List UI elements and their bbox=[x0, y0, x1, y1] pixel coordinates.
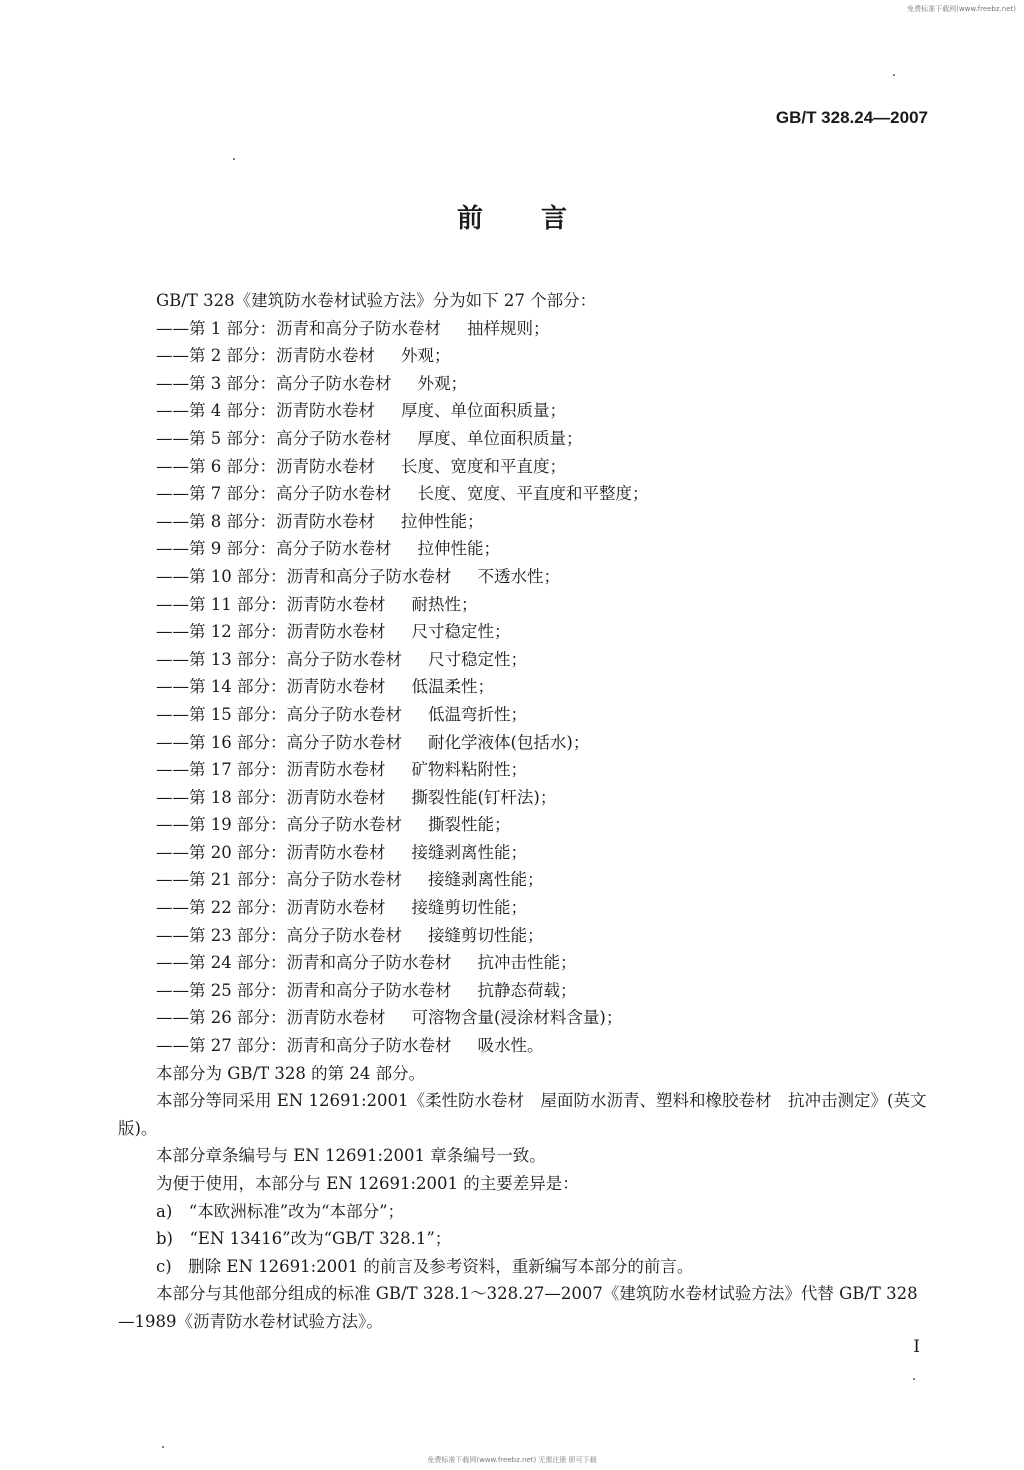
part-list-item bbox=[118, 453, 930, 481]
part-topic: 矿物料粘附性； bbox=[411, 760, 527, 780]
part-topic: 抗静态荷载； bbox=[477, 980, 577, 1000]
part-list-item bbox=[118, 673, 930, 701]
part-name: ——第 16 部分：高分子防水卷材 bbox=[156, 732, 402, 752]
part-name: ——第 3 部分：高分子防水卷材 bbox=[156, 373, 392, 393]
bottom-watermark: 免费标准下载网(www.freebz.net) 无需注册 即可下载 bbox=[427, 1456, 597, 1464]
part-name: ——第 21 部分：高分子防水卷材 bbox=[156, 870, 402, 890]
part-name: ——第 22 部分：沥青防水卷材 bbox=[156, 898, 386, 918]
part-topic: 拉伸性能； bbox=[401, 511, 484, 531]
scan-speck bbox=[913, 1378, 915, 1380]
part-list-item bbox=[118, 370, 930, 398]
part-name: ——第 1 部分：沥青和高分子防水卷材 bbox=[156, 318, 441, 338]
part-name: ——第 13 部分：高分子防水卷材 bbox=[156, 649, 402, 669]
paragraph-replacement: 本部分与其他部分组成的标准 GB/T 328.1～328.27—2007《建筑防水卷材试验方法》代替 GB/T 328—1989《沥青防水卷材试验方法》。 bbox=[118, 1284, 918, 1331]
part-list-item bbox=[118, 618, 930, 646]
difference-item-b: b) “EN 13416”改为“GB/T 328.1”； bbox=[156, 1229, 452, 1249]
part-topic: 接缝剪切性能； bbox=[411, 898, 527, 918]
part-list-item bbox=[118, 646, 930, 674]
part-list-item bbox=[118, 701, 930, 729]
part-name: ——第 27 部分：沥青和高分子防水卷材 bbox=[156, 1036, 452, 1056]
part-name: ——第 11 部分：沥青防水卷材 bbox=[156, 594, 386, 614]
part-list-item bbox=[118, 977, 930, 1005]
part-name: ——第 12 部分：沥青防水卷材 bbox=[156, 622, 386, 642]
part-name: ——第 25 部分：沥青和高分子防水卷材 bbox=[156, 980, 452, 1000]
part-topic: 接缝剥离性能； bbox=[411, 842, 527, 862]
part-list-item bbox=[118, 342, 930, 370]
part-topic: 接缝剥离性能； bbox=[428, 870, 544, 890]
part-list-item bbox=[118, 756, 930, 784]
parts-list bbox=[118, 315, 930, 1060]
part-topic: 撕裂性能； bbox=[428, 815, 511, 835]
part-list-item bbox=[118, 480, 930, 508]
part-name: ——第 19 部分：高分子防水卷材 bbox=[156, 815, 402, 835]
part-list-item bbox=[118, 315, 930, 343]
part-topic: 耐热性； bbox=[411, 594, 478, 614]
part-list-item bbox=[118, 508, 930, 536]
part-name: ——第 15 部分：高分子防水卷材 bbox=[156, 704, 402, 724]
part-list-item bbox=[118, 894, 930, 922]
paragraph-part-number: 本部分为 GB/T 328 的第 24 部分。 bbox=[156, 1063, 426, 1083]
intro-paragraph: GB/T 328《建筑防水卷材试验方法》分为如下 27 个部分： bbox=[156, 291, 597, 310]
part-list-item bbox=[118, 1032, 930, 1060]
paragraph-numbering: 本部分章条编号与 EN 12691:2001 章条编号一致。 bbox=[156, 1146, 546, 1166]
part-topic: 可溶物含量(浸涂材料含量)； bbox=[411, 1008, 623, 1028]
part-list-item bbox=[118, 591, 930, 619]
part-topic: 尺寸稳定性； bbox=[411, 622, 511, 642]
part-topic: 拉伸性能； bbox=[417, 539, 500, 559]
part-name: ——第 26 部分：沥青防水卷材 bbox=[156, 1008, 386, 1028]
scan-speck bbox=[233, 158, 235, 160]
page-number: I bbox=[913, 1337, 920, 1357]
part-list-item bbox=[118, 811, 930, 839]
part-name: ——第 5 部分：高分子防水卷材 bbox=[156, 428, 392, 448]
part-name: ——第 14 部分：沥青防水卷材 bbox=[156, 677, 386, 697]
part-topic: 长度、宽度、平直度和平整度； bbox=[417, 484, 649, 504]
difference-item-c: c) 删除 EN 12691:2001 的前言及参考资料，重新编写本部分的前言。 bbox=[156, 1256, 694, 1276]
paragraph-differences: 为便于使用，本部分与 EN 12691:2001 的主要差异是： bbox=[156, 1174, 579, 1193]
part-list-item bbox=[118, 425, 930, 453]
part-name: ——第 4 部分：沥青防水卷材 bbox=[156, 401, 375, 421]
part-name: ——第 6 部分：沥青防水卷材 bbox=[156, 456, 375, 476]
part-list-item bbox=[118, 866, 930, 894]
part-topic: 低温弯折性； bbox=[428, 704, 527, 724]
part-list-item bbox=[118, 1004, 930, 1032]
part-list-item bbox=[118, 784, 930, 812]
part-topic: 厚度、单位面积质量； bbox=[401, 401, 566, 421]
part-list-item bbox=[118, 922, 930, 950]
part-topic: 厚度、单位面积质量； bbox=[417, 428, 583, 448]
part-list-item bbox=[118, 397, 930, 425]
part-list-item bbox=[118, 949, 930, 977]
part-topic: 耐化学液体(包括水)； bbox=[428, 732, 590, 752]
part-name: ——第 18 部分：沥青防水卷材 bbox=[156, 787, 386, 807]
part-topic: 低温柔性； bbox=[411, 677, 494, 697]
part-list-item bbox=[118, 535, 930, 563]
part-name: ——第 17 部分：沥青防水卷材 bbox=[156, 760, 386, 780]
part-topic: 尺寸稳定性； bbox=[428, 649, 527, 669]
part-name: ——第 9 部分：高分子防水卷材 bbox=[156, 539, 392, 559]
top-watermark: 免费标准下载网(www.freebz.net) bbox=[907, 5, 1016, 13]
difference-item-a: a) “本欧洲标准”改为“本部分”； bbox=[156, 1201, 405, 1221]
part-topic: 不透水性； bbox=[477, 566, 560, 586]
scan-speck bbox=[893, 74, 895, 76]
part-topic: 外观； bbox=[401, 346, 451, 366]
part-name: ——第 7 部分：高分子防水卷材 bbox=[156, 484, 392, 504]
document-body bbox=[118, 287, 930, 1336]
part-name: ——第 20 部分：沥青防水卷材 bbox=[156, 842, 386, 862]
scan-speck bbox=[162, 1446, 164, 1448]
part-topic: 吸水性。 bbox=[477, 1036, 544, 1056]
part-topic: 接缝剪切性能； bbox=[428, 925, 544, 945]
standard-number: GB/T 328.24—2007 bbox=[775, 108, 928, 127]
part-name: ——第 24 部分：沥青和高分子防水卷材 bbox=[156, 953, 452, 973]
part-name: ——第 8 部分：沥青防水卷材 bbox=[156, 511, 375, 531]
part-topic: 抗冲击性能； bbox=[477, 953, 577, 973]
page-title: 前言 bbox=[456, 204, 625, 234]
paragraph-adoption: 本部分等同采用 EN 12691:2001《柔性防水卷材 屋面防水沥青、塑料和橡胶卷材 抗冲击测定》(英文版)。 bbox=[118, 1091, 927, 1138]
part-list-item bbox=[118, 839, 930, 867]
part-name: ——第 2 部分：沥青防水卷材 bbox=[156, 346, 375, 366]
part-topic: 长度、宽度和平直度； bbox=[401, 456, 566, 476]
part-list-item bbox=[118, 563, 930, 591]
part-topic: 抽样规则； bbox=[467, 318, 550, 338]
part-list-item bbox=[118, 729, 930, 757]
part-name: ——第 10 部分：沥青和高分子防水卷材 bbox=[156, 566, 452, 586]
part-name: ——第 23 部分：高分子防水卷材 bbox=[156, 925, 402, 945]
part-topic: 撕裂性能(钉杆法)； bbox=[411, 787, 557, 807]
part-topic: 外观； bbox=[417, 373, 467, 393]
